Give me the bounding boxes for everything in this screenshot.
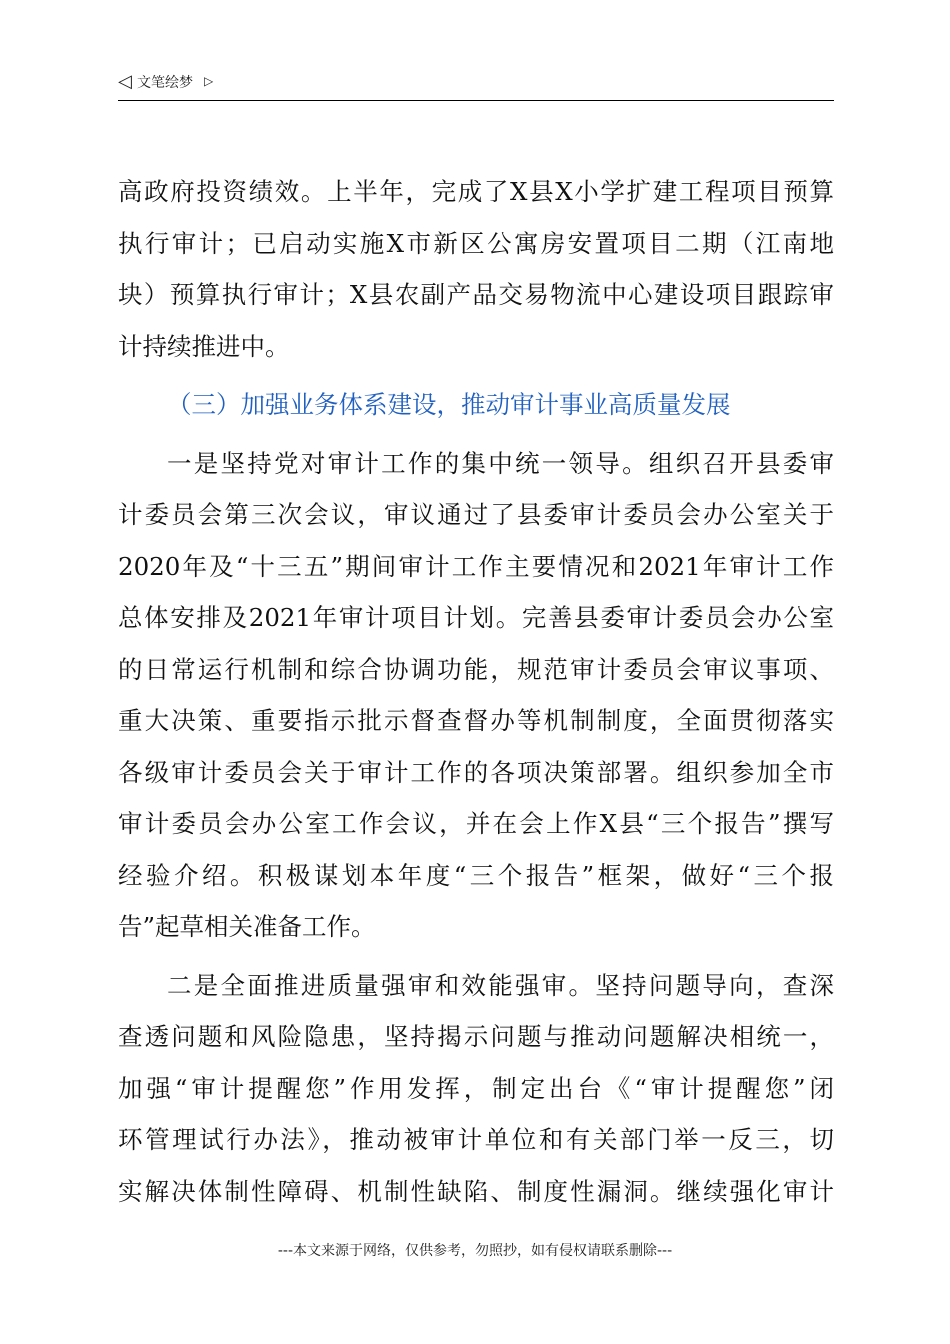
header-title: 文笔绘梦	[137, 75, 193, 91]
text-line: 计委员会第三次会议，审议通过了县委审计委员会办公室关于	[118, 500, 834, 529]
triangle-left-icon: ◁	[118, 71, 132, 92]
text-line: 重大决策、重要指示批示督查督办等机制制度，全面贯彻落实	[118, 706, 834, 735]
text-line: 的日常运行机制和综合协调功能，规范审计委员会审议事项、	[118, 654, 834, 684]
text-line: 实解决体制性障碍、机制性缺陷、制度性漏洞。继续强化审计	[118, 1176, 834, 1206]
document-body	[118, 166, 834, 1217]
text-line: 加强“审计提醒您”作用发挥，制定出台《“审计提醒您”闭	[118, 1073, 834, 1103]
text-line: 2020年及“十三五”期间审计工作主要情况和2021年审计工作	[118, 551, 834, 581]
text-line: 各级审计委员会关于审计工作的各项决策部署。组织参加全市	[118, 757, 834, 787]
text-line: 经验介绍。积极谋划本年度“三个报告”框架，做好“三个报	[118, 860, 834, 890]
text-line: 审计委员会办公室工作会议，并在会上作X县“三个报告”撰写	[118, 809, 834, 838]
paragraph-quality	[118, 960, 834, 1218]
text-line: 环管理试行办法》，推动被审计单位和有关部门举一反三，切	[118, 1125, 834, 1154]
text-line: 一是坚持党对审计工作的集中统一领导。组织召开县委审	[167, 448, 834, 478]
page-header	[118, 70, 834, 101]
text-line: 执行审计；已启动实施X市新区公寓房安置项目二期（江南地	[118, 228, 834, 258]
paragraph-continuation	[118, 166, 834, 372]
text-line: 查透问题和风险隐患，坚持揭示问题与推动问题解决相统一，	[118, 1022, 834, 1051]
section-heading: （三）加强业务体系建设，推动审计事业高质量发展	[167, 390, 731, 419]
text-line: 总体安排及2021年审计项目计划。完善县委审计委员会办公室	[118, 603, 834, 632]
page-footer: ---本文来源于网络，仅供参考，勿照抄，如有侵权请联系删除---	[277, 1243, 673, 1259]
text-line: 计持续推进中。	[118, 331, 290, 361]
text-line: 块）预算执行审计；X县农副产品交易物流中心建设项目跟踪审	[118, 280, 834, 309]
text-line: 二是全面推进质量强审和效能强审。坚持问题导向，查深	[167, 970, 834, 1000]
triangle-right-icon: ▷	[204, 74, 214, 88]
text-line: 告”起草相关准备工作。	[118, 912, 376, 941]
text-line: 高政府投资绩效。上半年，完成了X县X小学扩建工程项目预算	[118, 177, 834, 206]
paragraph-leadership	[118, 438, 834, 953]
